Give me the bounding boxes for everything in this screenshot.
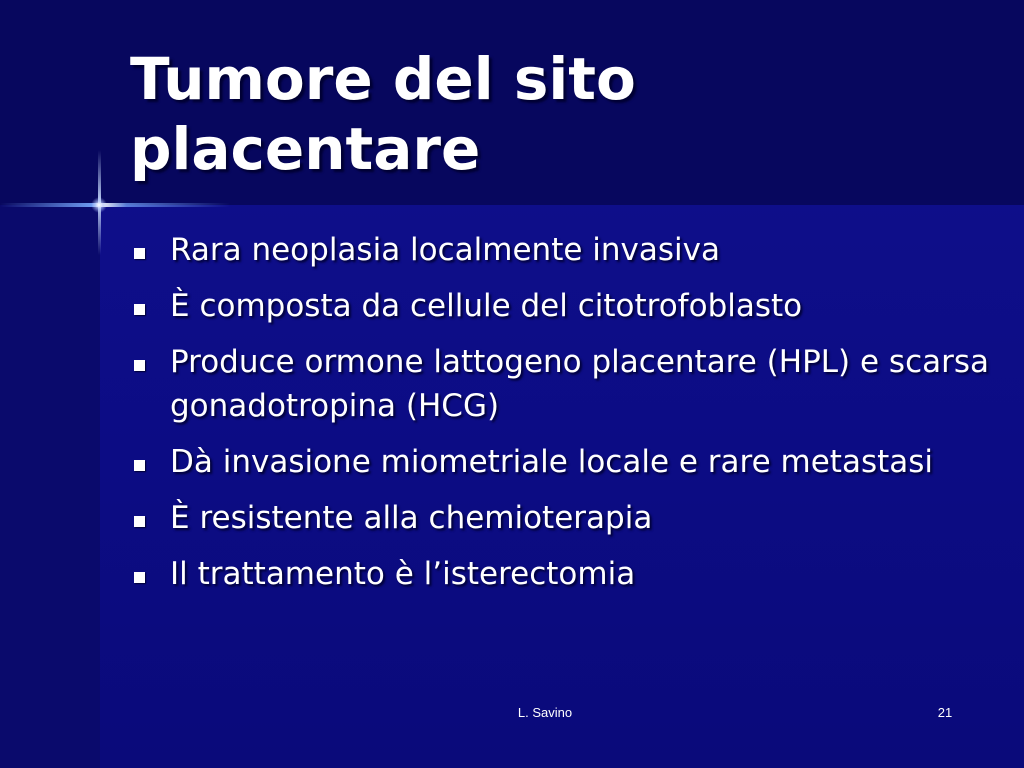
bullet-text: Dà invasione miometriale locale e rare metastasi <box>170 444 934 480</box>
footer-author: L. Savino <box>517 705 573 720</box>
square-bullet-icon <box>134 572 145 583</box>
bullet-text: È resistente alla chemioterapia <box>170 500 653 536</box>
bullet-item <box>130 440 990 484</box>
square-bullet-icon <box>134 516 145 527</box>
bullet-item <box>130 228 990 272</box>
square-bullet-icon <box>134 248 145 259</box>
left-band <box>0 205 100 768</box>
bullet-item <box>130 552 990 596</box>
bullet-item <box>130 340 990 428</box>
slide-title: Tumore del sito placentare <box>130 45 636 183</box>
glow-line-horizontal <box>0 203 230 207</box>
bullet-text: Il trattamento è l’isterectomia <box>170 556 636 592</box>
bullet-text: Produce ormone lattogeno placentare (HPL) e scarsa gonadotropina (HCG) <box>170 344 990 424</box>
bullet-text: È composta da cellule del citotrofoblasto <box>170 288 803 324</box>
square-bullet-icon <box>134 360 145 371</box>
square-bullet-icon <box>134 460 145 471</box>
bullet-list <box>130 228 990 608</box>
bullet-text: Rara neoplasia localmente invasiva <box>170 232 720 268</box>
bullet-item <box>130 496 990 540</box>
starburst-glow-icon <box>91 197 107 213</box>
footer-page-number: 21 <box>937 705 953 720</box>
bullet-item <box>130 284 990 328</box>
square-bullet-icon <box>134 304 145 315</box>
